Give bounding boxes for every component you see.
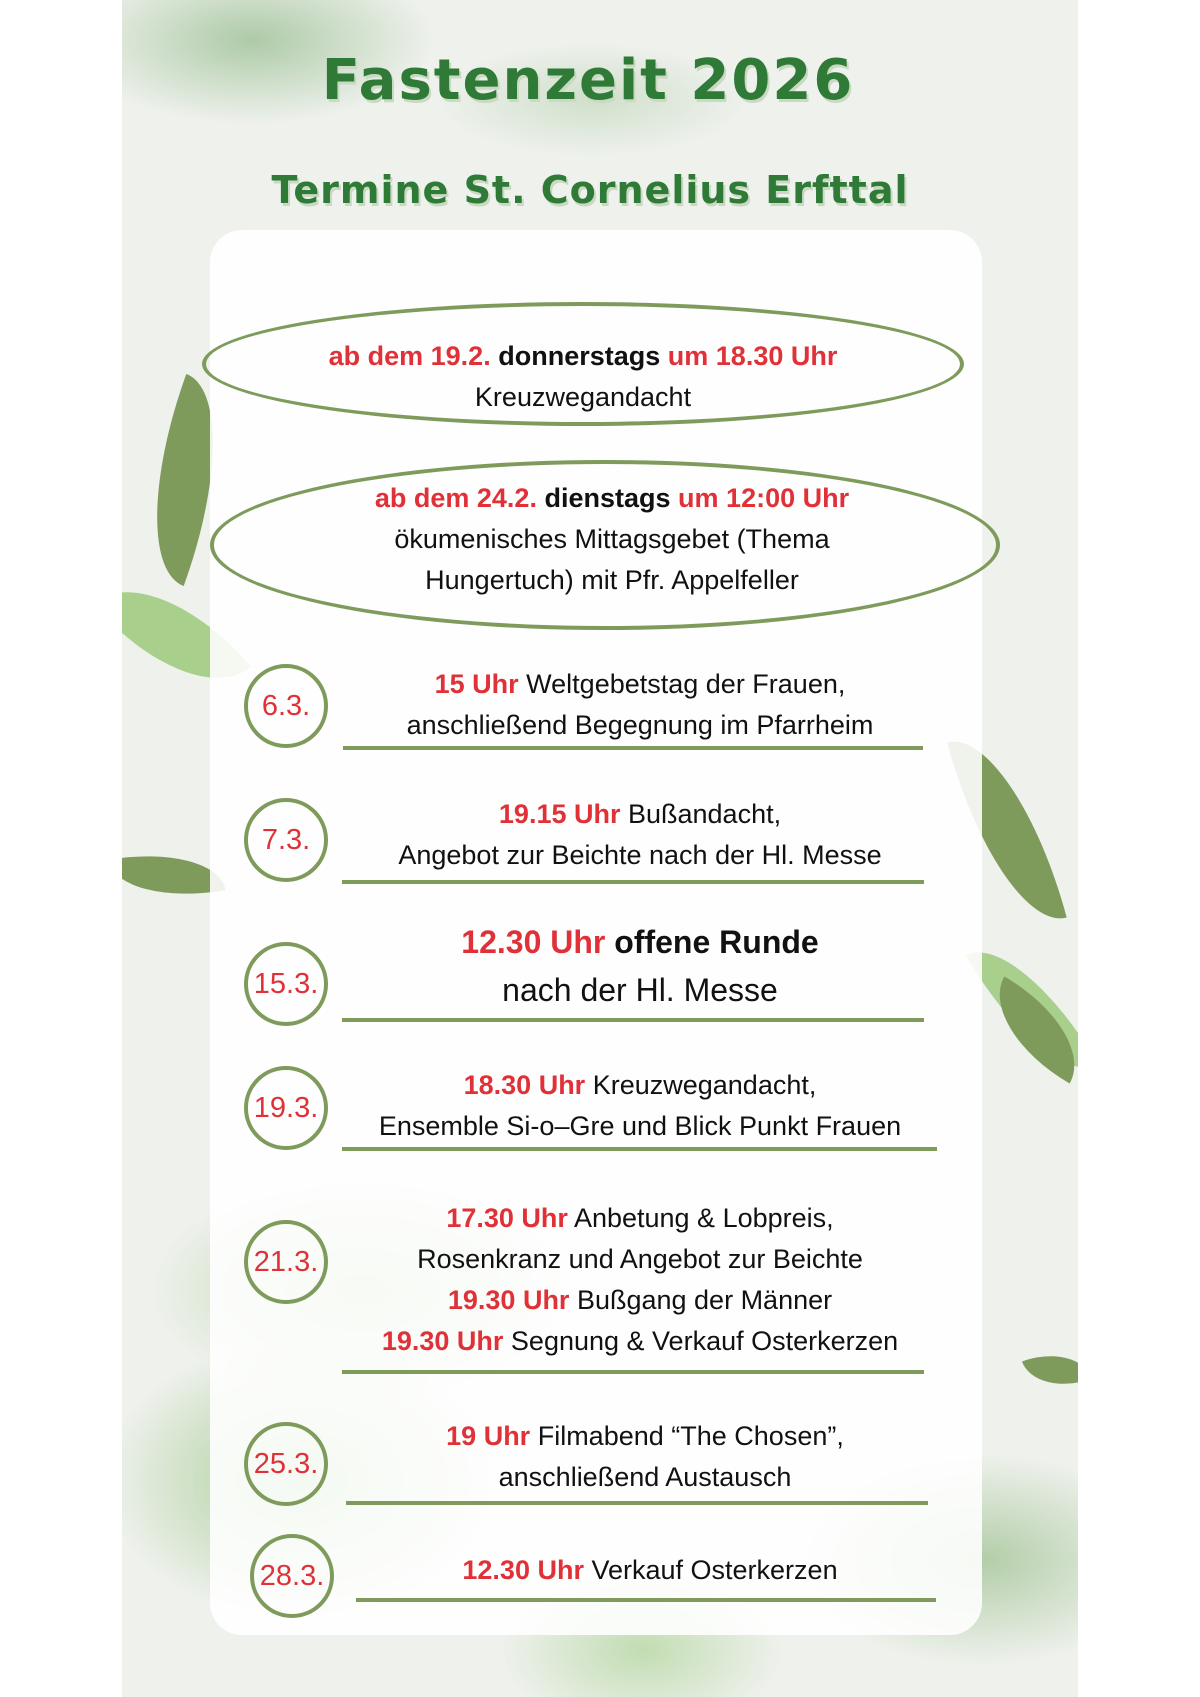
event-description: 12.30 Uhr Verkauf Osterkerzen <box>462 1555 838 1585</box>
highlight-1-line-1: ab dem 19.2. donnerstags um 18.30 Uhr <box>328 341 838 371</box>
event-description: 17.30 Uhr Anbetung & Lobpreis, Rosenkranz und Angebot zur Beichte 19.30 Uhr Bußgang der Männer 19.30 Uhr Segnung & Verkauf Osterkerzen <box>381 1203 899 1356</box>
divider <box>342 1147 937 1151</box>
divider <box>356 1598 936 1602</box>
highlight-2-line-1: ab dem 24.2. dienstags um 12:00 Uhr <box>374 483 850 513</box>
leaf-decoration-icon <box>1022 1341 1078 1399</box>
divider <box>342 880 924 884</box>
date-badge: 15.3. <box>244 942 328 1026</box>
event-description: 19 Uhr Filmabend “The Chosen”, anschließend Austausch <box>446 1421 844 1492</box>
date-badge: 19.3. <box>244 1066 328 1150</box>
highlight-2-text <box>272 478 952 601</box>
date-badge: 28.3. <box>250 1534 334 1618</box>
highlight-1-line-2: Kreuzwegandacht <box>474 382 692 412</box>
divider <box>346 1501 928 1505</box>
divider <box>342 1370 924 1374</box>
event-description: 12.30 Uhr offene Runde nach der Hl. Messe <box>461 924 819 1008</box>
date-badge: 25.3. <box>244 1422 328 1506</box>
divider <box>342 1018 924 1022</box>
highlight-2-line-3: Hungertuch) mit Pfr. Appelfeller <box>425 565 799 595</box>
highlight-2-line-2: ökumenisches Mittagsgebet (Thema <box>394 524 830 554</box>
page-title: Fastenzeit 2026 <box>321 48 855 113</box>
date-badge: 6.3. <box>244 664 328 748</box>
event-description: 15 Uhr Weltgebetstag der Frauen, anschließend Begegnung im Pfarrheim <box>406 669 874 740</box>
event-description: 18.30 Uhr Kreuzwegandacht, Ensemble Si-o–Gre und Blick Punkt Frauen <box>378 1070 902 1141</box>
page-subtitle: Termine St. Cornelius Erfttal <box>271 168 909 212</box>
date-badge: 21.3. <box>244 1220 328 1304</box>
divider <box>343 746 923 750</box>
highlight-1-text <box>202 336 964 418</box>
event-description: 19.15 Uhr Bußandacht, Angebot zur Beichte nach der Hl. Messe <box>398 799 882 870</box>
date-badge: 7.3. <box>244 798 328 882</box>
